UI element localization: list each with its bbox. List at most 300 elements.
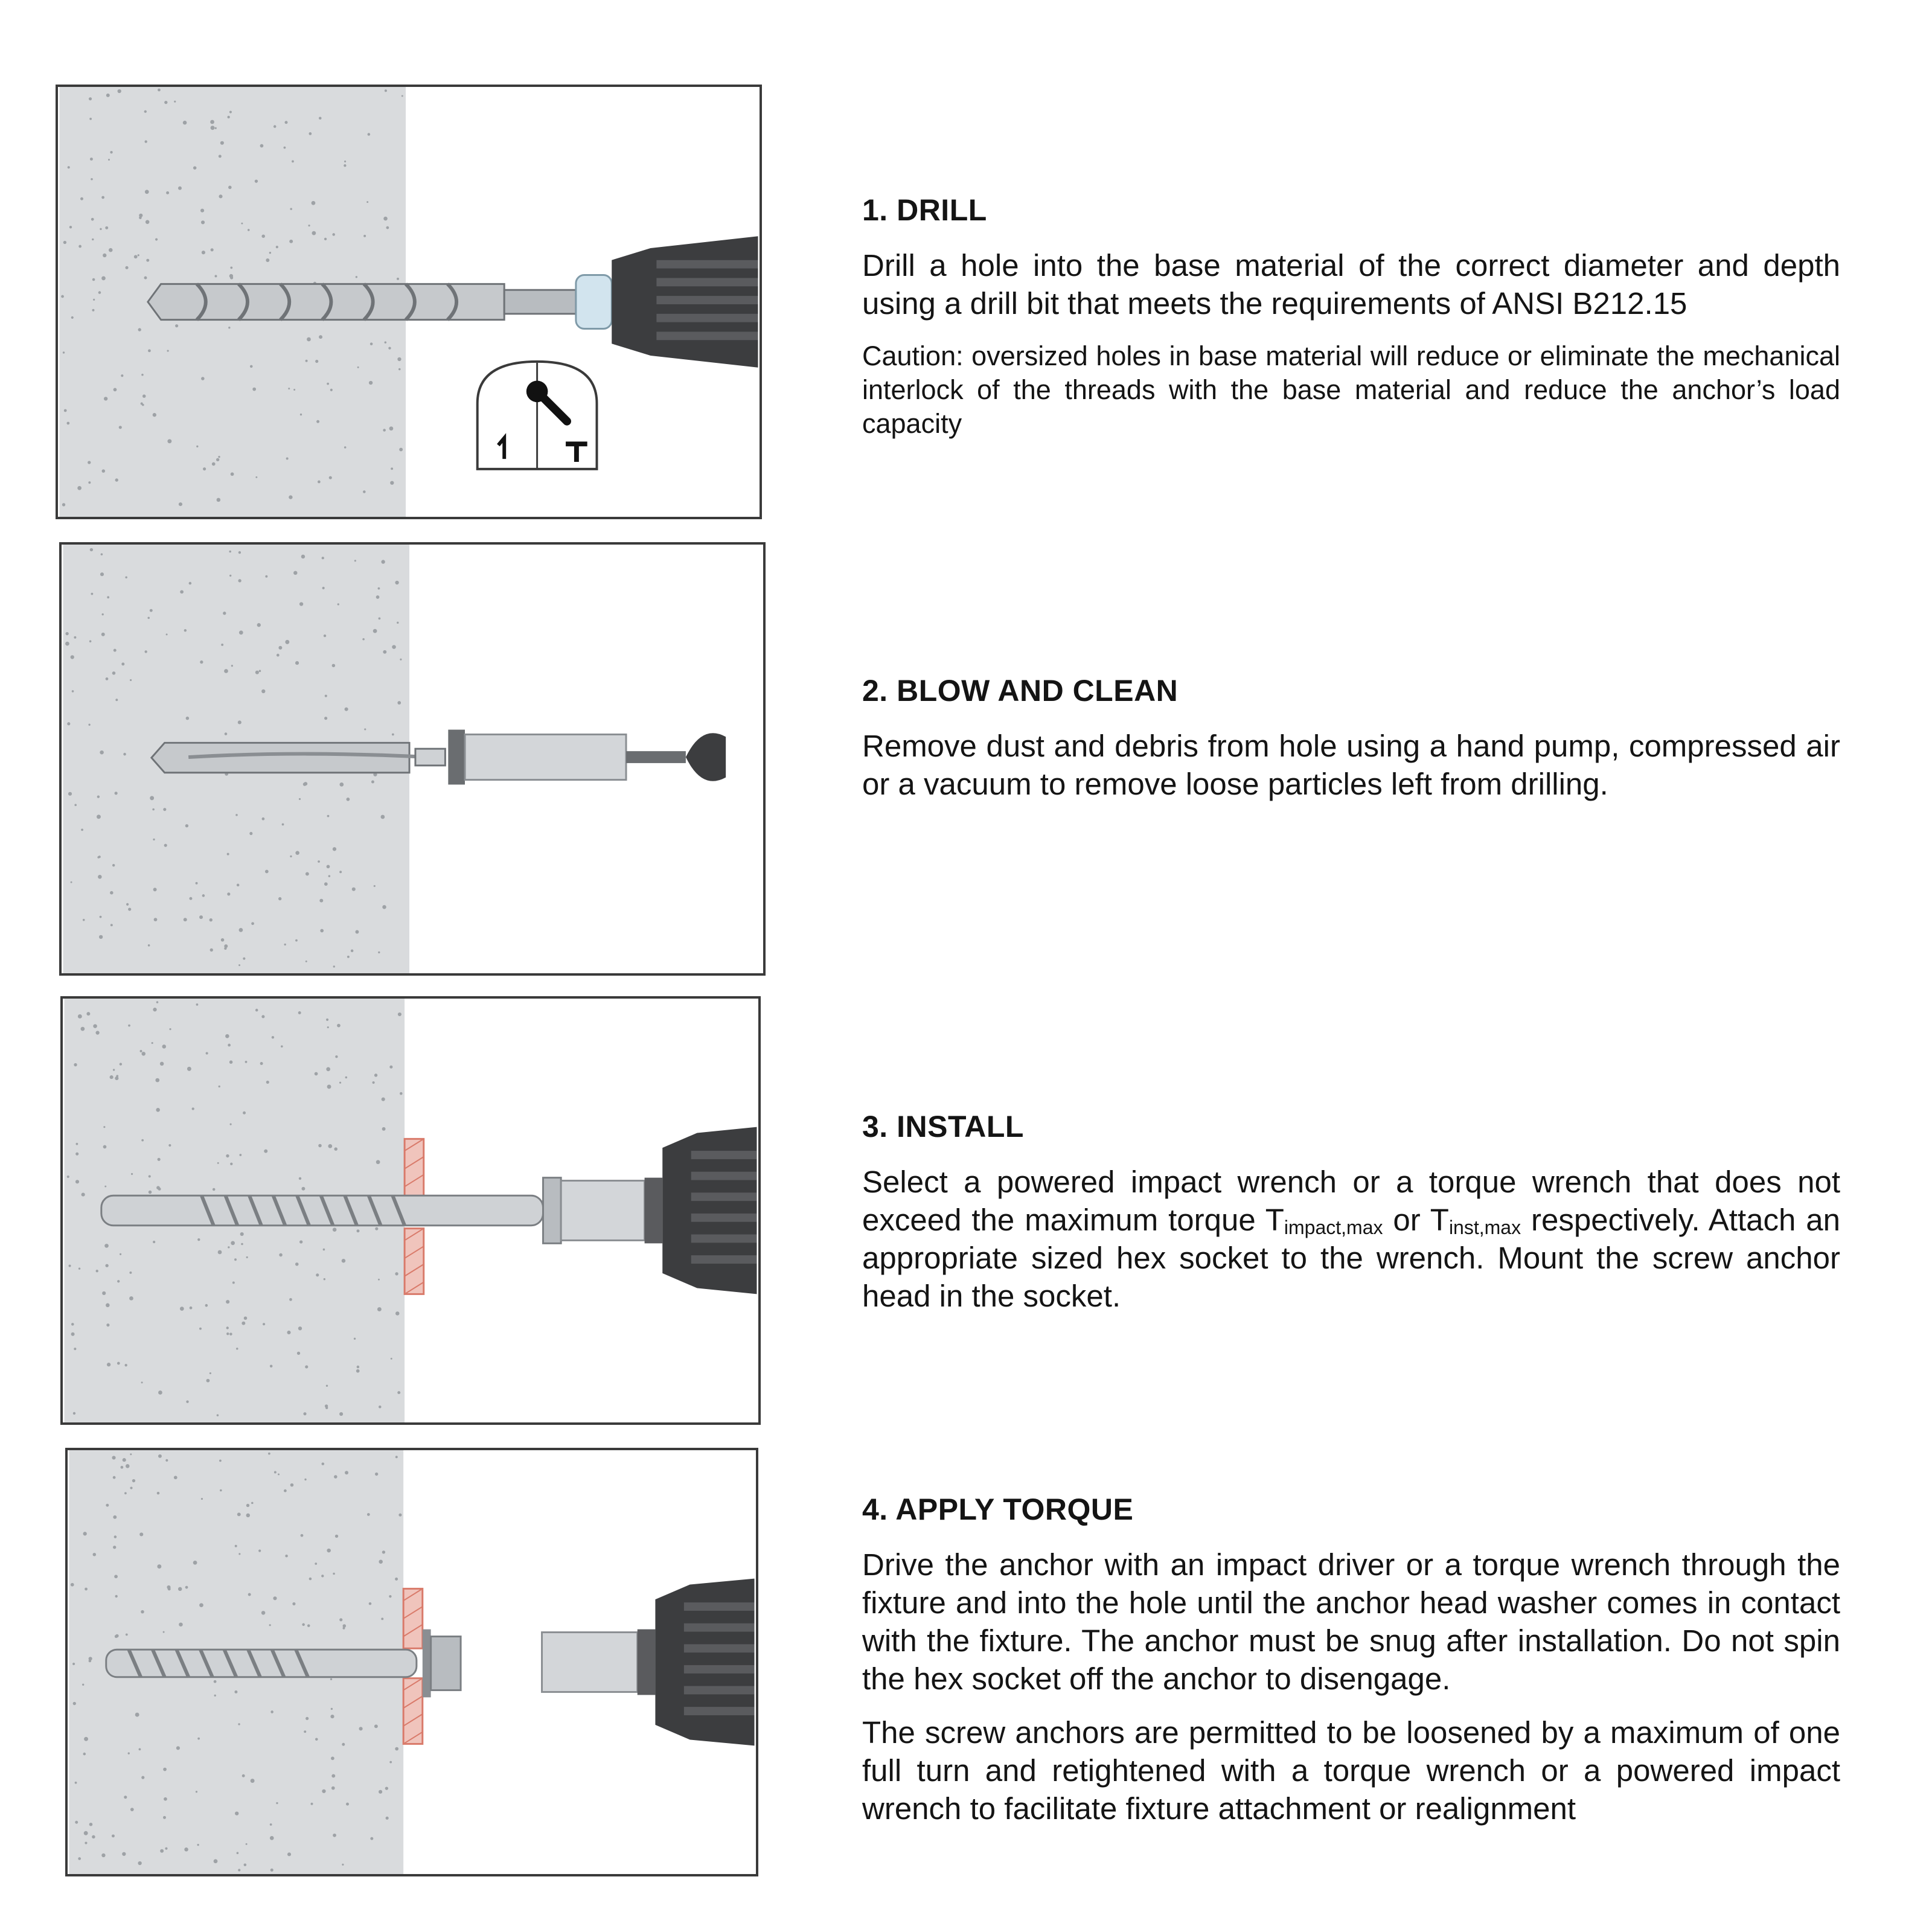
concrete-speckle (196, 1003, 199, 1006)
concrete-speckle (398, 1012, 401, 1016)
concrete-speckle (74, 1348, 76, 1350)
concrete-speckle (180, 590, 184, 593)
concrete-speckle (241, 223, 243, 225)
concrete-speckle (77, 486, 82, 490)
concrete-speckle (205, 1304, 208, 1307)
concrete-speckle (330, 1715, 334, 1718)
concrete-speckle (91, 218, 94, 221)
concrete-speckle (288, 388, 290, 389)
concrete-speckle (261, 689, 265, 693)
concrete-speckle (383, 429, 386, 432)
concrete-speckle (113, 1515, 117, 1519)
concrete-speckle (211, 126, 215, 130)
concrete-speckle (303, 1412, 306, 1415)
concrete-speckle (398, 1514, 401, 1517)
concrete-speckle (67, 722, 70, 725)
concrete-speckle (98, 856, 101, 858)
concrete-speckle (248, 1593, 251, 1596)
concrete-speckle (144, 650, 147, 653)
impact-wrench-icon (561, 1127, 756, 1294)
concrete-speckle (215, 275, 217, 277)
concrete-speckle (327, 865, 330, 869)
concrete-speckle (166, 633, 168, 635)
concrete-speckle (255, 179, 258, 182)
concrete-speckle (73, 1412, 75, 1415)
step-1-description: Drill a hole into the base material of the correct diameter and depth using a drill bit that meets the requirements of ANSI B212.15 (862, 248, 1840, 321)
concrete-speckle (333, 1227, 337, 1232)
concrete-speckle (345, 1471, 348, 1474)
concrete-speckle (122, 1852, 126, 1856)
concrete-speckle (309, 132, 312, 135)
concrete-speckle (380, 815, 385, 819)
concrete-speckle (286, 458, 289, 460)
concrete-speckle (290, 208, 292, 210)
concrete-speckle (240, 1232, 244, 1236)
concrete-speckle (231, 665, 233, 667)
concrete-speckle (110, 1075, 114, 1079)
concrete-speckle (103, 1126, 105, 1128)
concrete-speckle (357, 1229, 360, 1232)
step-3-description (862, 1163, 1840, 1315)
concrete-speckle (386, 226, 389, 229)
concrete-speckle (322, 1790, 325, 1793)
concrete-speckle (201, 1498, 203, 1500)
concrete-speckle (78, 1857, 81, 1860)
concrete-speckle (88, 724, 90, 726)
concrete-speckle (110, 151, 112, 153)
step-4-description: Drive the anchor with an impact driver or a torque wrench through the fixture and into the hole until the anchor head washer comes in contact with the fixture. The anchor must be snug after installation. Do not spin the hex socket off the anchor to disengage. (862, 1547, 1840, 1696)
concrete-speckle (75, 1153, 78, 1156)
concrete-speckle (293, 389, 295, 391)
concrete-speckle (189, 897, 192, 900)
concrete-speckle (102, 469, 106, 473)
concrete-speckle (197, 1238, 200, 1241)
concrete-speckle (211, 248, 214, 251)
concrete-speckle (197, 1738, 200, 1740)
concrete-speckle (160, 1062, 164, 1066)
concrete-speckle (196, 446, 198, 447)
concrete-speckle (130, 1487, 132, 1489)
concrete-speckle (131, 1173, 133, 1175)
concrete-speckle (327, 383, 329, 385)
concrete-speckle (120, 1253, 121, 1255)
concrete-speckle (228, 1044, 231, 1047)
drill-chuck-icon (612, 236, 758, 368)
concrete-speckle (125, 266, 128, 269)
concrete-speckle (385, 341, 387, 344)
concrete-speckle (376, 1160, 380, 1164)
concrete-speckle (397, 278, 399, 280)
concrete-speckle (229, 551, 231, 553)
concrete-speckle (330, 389, 333, 391)
concrete-speckle (92, 278, 95, 281)
concrete-speckle (343, 1627, 345, 1630)
concrete-speckle (351, 950, 354, 953)
concrete-speckle (221, 938, 225, 942)
concrete-speckle (227, 116, 229, 118)
concrete-speckle (302, 1623, 305, 1627)
concrete-speckle (130, 1808, 134, 1811)
step-3-description-part3: respectively. Attach an appropriate sized hex socket to the wrench. Mount the screw anchor head in the socket. (862, 1203, 1840, 1313)
concrete-speckle (292, 160, 294, 162)
concrete-speckle (90, 548, 93, 551)
concrete-speckle (298, 1011, 301, 1014)
concrete-speckle (115, 1634, 119, 1638)
concrete-speckle (152, 1042, 153, 1044)
concrete-speckle (390, 481, 394, 485)
drill-illustration (58, 87, 760, 517)
concrete-speckle (125, 577, 127, 579)
concrete-speckle (257, 623, 261, 627)
concrete-speckle (246, 1843, 248, 1845)
concrete-speckle (78, 1268, 80, 1270)
concrete-speckle (238, 551, 241, 554)
concrete-speckle (93, 1553, 97, 1556)
concrete-speckle (214, 1680, 217, 1683)
concrete-speckle (270, 1710, 273, 1713)
concrete-speckle (219, 194, 222, 198)
rotary-hammer-mode-icon (478, 362, 597, 469)
apply-torque-illustration (68, 1450, 756, 1874)
concrete-speckle (226, 1326, 229, 1329)
concrete-speckle (284, 1489, 287, 1492)
concrete-speckle (83, 919, 85, 921)
concrete-speckle (305, 961, 307, 962)
concrete-speckle (156, 1108, 160, 1112)
step-1-illustration (56, 85, 762, 519)
concrete-speckle (357, 366, 359, 368)
concrete-speckle (399, 448, 403, 452)
concrete-speckle (229, 1060, 233, 1064)
step-3-sub-impact: impact,max (1284, 1217, 1383, 1238)
concrete-speckle (86, 1012, 90, 1016)
concrete-speckle (324, 635, 326, 637)
concrete-speckle (261, 1015, 264, 1018)
concrete-speckle (167, 350, 169, 352)
step-1-caution: Caution: oversized holes in base material will reduce or eliminate the mechanical interlock of the threads with the base material and reduce the anchor’s load capacity (862, 341, 1840, 439)
concrete-speckle (228, 186, 232, 190)
concrete-speckle (389, 1761, 392, 1764)
concrete-speckle (200, 209, 204, 213)
concrete-speckle (276, 246, 278, 248)
concrete-speckle (126, 903, 129, 906)
concrete-speckle (401, 95, 403, 97)
concrete-speckle (199, 1328, 202, 1330)
concrete-speckle (89, 1823, 93, 1826)
concrete-speckle (238, 579, 241, 582)
concrete-speckle (246, 1514, 251, 1518)
concrete-speckle (356, 1369, 360, 1373)
concrete-speckle (66, 422, 69, 425)
concrete-speckle (93, 1024, 97, 1028)
concrete-speckle (186, 1401, 188, 1403)
concrete-speckle (270, 1823, 272, 1826)
concrete-speckle (326, 1385, 328, 1387)
concrete-speckle (71, 1583, 74, 1587)
concrete-speckle (270, 1836, 274, 1840)
concrete-speckle (239, 928, 243, 932)
concrete-speckle (74, 636, 76, 639)
concrete-speckle (397, 357, 401, 361)
concrete-speckle (115, 1595, 118, 1598)
concrete-speckle (69, 1265, 71, 1267)
concrete-speckle (261, 1611, 266, 1615)
concrete-speckle (258, 1550, 261, 1552)
concrete-speckle (80, 197, 83, 200)
concrete-speckle (308, 225, 310, 226)
concrete-speckle (299, 1177, 301, 1180)
concrete-speckle (299, 798, 301, 800)
concrete-speckle (334, 1475, 337, 1479)
concrete-speckle (163, 1816, 166, 1819)
concrete-speckle (238, 1723, 240, 1725)
concrete-speckle (392, 734, 394, 736)
concrete-speckle (210, 120, 214, 124)
concrete-speckle (370, 342, 373, 345)
concrete-speckle (374, 1724, 378, 1728)
concrete-speckle (199, 1603, 203, 1607)
concrete-speckle (64, 409, 67, 412)
concrete-speckle (329, 476, 332, 479)
concrete-speckle (210, 948, 213, 952)
concrete-speckle (374, 885, 376, 887)
concrete-speckle (337, 1024, 341, 1028)
concrete-speckle (382, 1127, 386, 1131)
concrete-speckle (132, 1479, 135, 1482)
concrete-speckle (235, 1811, 238, 1815)
concrete-speckle (153, 888, 157, 891)
step-3-description-part1: Select a powered impact wrench or a torque wrench that does not exceed the maximum torque T (862, 1165, 1840, 1237)
concrete-speckle (89, 118, 92, 120)
concrete-speckle (278, 646, 282, 650)
concrete-speckle (226, 1332, 229, 1335)
concrete-speckle (158, 1454, 162, 1458)
concrete-speckle (335, 1535, 338, 1538)
concrete-speckle (330, 1678, 332, 1680)
concrete-speckle (217, 498, 221, 502)
concrete-speckle (382, 905, 386, 909)
concrete-speckle (168, 1144, 171, 1147)
concrete-speckle (217, 1414, 219, 1416)
concrete-speckle (184, 629, 187, 632)
concrete-speckle (210, 1372, 211, 1374)
concrete-speckle (106, 94, 110, 97)
concrete-speckle (331, 1774, 335, 1777)
concrete-speckle (324, 717, 327, 720)
concrete-speckle (259, 670, 261, 673)
concrete-speckle (344, 161, 346, 162)
concrete-speckle (158, 89, 161, 92)
concrete-speckle (92, 309, 94, 312)
step-4-title: 4. APPLY TORQUE (862, 1492, 1134, 1526)
concrete-speckle (245, 1061, 248, 1063)
concrete-speckle (325, 1407, 328, 1409)
concrete-speckle (239, 630, 243, 635)
concrete-speckle (168, 1587, 171, 1590)
concrete-speckle (292, 1602, 295, 1605)
concrete-speckle (327, 1084, 331, 1089)
concrete-speckle (138, 328, 141, 331)
concrete-speckle (397, 1391, 400, 1394)
concrete-speckle (99, 935, 103, 939)
concrete-speckle (95, 1031, 99, 1034)
concrete-speckle (179, 1622, 183, 1627)
step-3-title: 3. INSTALL (862, 1110, 1024, 1144)
concrete-speckle (304, 1479, 306, 1480)
concrete-speckle (163, 1768, 167, 1771)
concrete-speckle (103, 254, 106, 257)
concrete-speckle (71, 1332, 75, 1336)
concrete-speckle (146, 259, 149, 262)
concrete-speckle (115, 478, 118, 481)
concrete-speckle (378, 1279, 380, 1281)
concrete-speckle (89, 1660, 92, 1663)
concrete-speckle (237, 1852, 239, 1854)
concrete-speckle (369, 381, 373, 385)
concrete-speckle (100, 750, 104, 755)
concrete-speckle (364, 728, 366, 730)
concrete-speckle (229, 1332, 232, 1335)
concrete-speckle (113, 1546, 116, 1549)
concrete-speckle (339, 871, 342, 873)
concrete-speckle (305, 1717, 309, 1720)
concrete-speckle (101, 1854, 105, 1857)
concrete-speckle (101, 633, 105, 636)
concrete-speckle (301, 1534, 304, 1537)
concrete-speckle (104, 397, 107, 400)
concrete-speckle (331, 1757, 334, 1761)
concrete-speckle (117, 1362, 120, 1365)
concrete-speckle (228, 1246, 229, 1248)
concrete-speckle (71, 1323, 74, 1326)
concrete-speckle (160, 1849, 164, 1853)
concrete-speckle (264, 1150, 267, 1153)
concrete-speckle (114, 1575, 118, 1578)
concrete-speckle (85, 1842, 87, 1844)
concrete-speckle (93, 299, 95, 301)
concrete-speckle (234, 1258, 237, 1261)
concrete-speckle (324, 238, 327, 240)
concrete-speckle (139, 1748, 141, 1750)
step-3-text (862, 1108, 1840, 1315)
concrete-speckle (319, 899, 323, 903)
concrete-speckle (150, 796, 154, 800)
concrete-speckle (378, 587, 380, 590)
concrete-speckle (229, 575, 231, 577)
concrete-speckle (251, 1502, 254, 1505)
concrete-speckle (278, 1473, 280, 1475)
concrete-speckle (117, 1280, 120, 1282)
concrete-speckle (139, 216, 142, 219)
concrete-speckle (312, 201, 316, 205)
concrete-speckle (392, 645, 396, 649)
concrete-speckle (389, 1066, 392, 1069)
concrete-speckle (300, 414, 302, 415)
concrete-speckle (238, 964, 240, 966)
concrete-speckle (226, 1154, 229, 1157)
concrete-speckle (67, 1176, 69, 1178)
concrete-speckle (102, 1291, 106, 1295)
concrete-speckle (269, 252, 271, 254)
concrete-speckle (234, 1690, 237, 1694)
concrete-speckle (148, 944, 150, 947)
concrete-speckle (110, 891, 114, 895)
concrete-speckle (130, 679, 132, 681)
step-4-text (862, 1491, 1840, 1828)
concrete-speckle (367, 1513, 370, 1516)
concrete-speckle (383, 217, 388, 221)
concrete-speckle (98, 291, 101, 294)
concrete-speckle (246, 1256, 248, 1258)
concrete-speckle (203, 467, 206, 470)
concrete-speckle (347, 798, 350, 801)
concrete-speckle (326, 1019, 328, 1021)
concrete-speckle (328, 875, 331, 877)
step-2-text (862, 673, 1840, 803)
concrete-speckle (150, 609, 153, 612)
concrete-speckle (62, 503, 65, 506)
concrete-speckle (69, 226, 72, 228)
concrete-speckle (224, 669, 228, 673)
concrete-speckle (255, 671, 259, 674)
concrete-speckle (152, 808, 155, 811)
concrete-speckle (385, 1786, 388, 1790)
concrete-speckle (185, 824, 188, 827)
concrete-speckle (81, 1027, 85, 1031)
concrete-speckle (332, 664, 336, 668)
concrete-speckle (167, 439, 171, 443)
concrete-speckle (301, 555, 305, 559)
concrete-speckle (112, 864, 115, 866)
concrete-speckle (108, 159, 110, 161)
concrete-speckle (219, 1086, 220, 1087)
concrete-speckle (84, 1737, 88, 1741)
concrete-speckle (279, 1253, 283, 1257)
concrete-speckle (295, 939, 298, 942)
concrete-speckle (157, 1564, 161, 1569)
concrete-speckle (176, 1746, 180, 1750)
concrete-speckle (206, 1052, 208, 1054)
concrete-speckle (178, 187, 182, 190)
concrete-speckle (342, 1864, 344, 1866)
concrete-speckle (230, 276, 233, 279)
concrete-speckle (339, 1412, 343, 1416)
concrete-speckle (192, 1107, 194, 1110)
concrete-speckle (147, 617, 150, 619)
concrete-speckle (92, 238, 94, 240)
concrete-speckle (163, 808, 166, 811)
concrete-speckle (196, 882, 198, 884)
concrete-speckle (103, 1145, 107, 1149)
concrete-speckle (378, 952, 380, 953)
concrete-speckle (128, 1752, 130, 1754)
concrete-speckle (331, 1786, 335, 1790)
concrete-speckle (216, 458, 219, 461)
concrete-speckle (126, 1464, 130, 1468)
concrete-speckle (165, 1459, 168, 1462)
concrete-speckle (379, 617, 381, 619)
torque-driver-icon (542, 1579, 755, 1746)
concrete-speckle (321, 1575, 324, 1577)
concrete-speckle (89, 97, 92, 100)
concrete-speckle (91, 178, 93, 181)
concrete-speckle (63, 241, 66, 244)
concrete-speckle (193, 166, 197, 170)
concrete-speckle (65, 632, 68, 635)
concrete-speckle (255, 476, 257, 478)
concrete-speckle (115, 699, 118, 701)
concrete-speckle (184, 1847, 188, 1852)
